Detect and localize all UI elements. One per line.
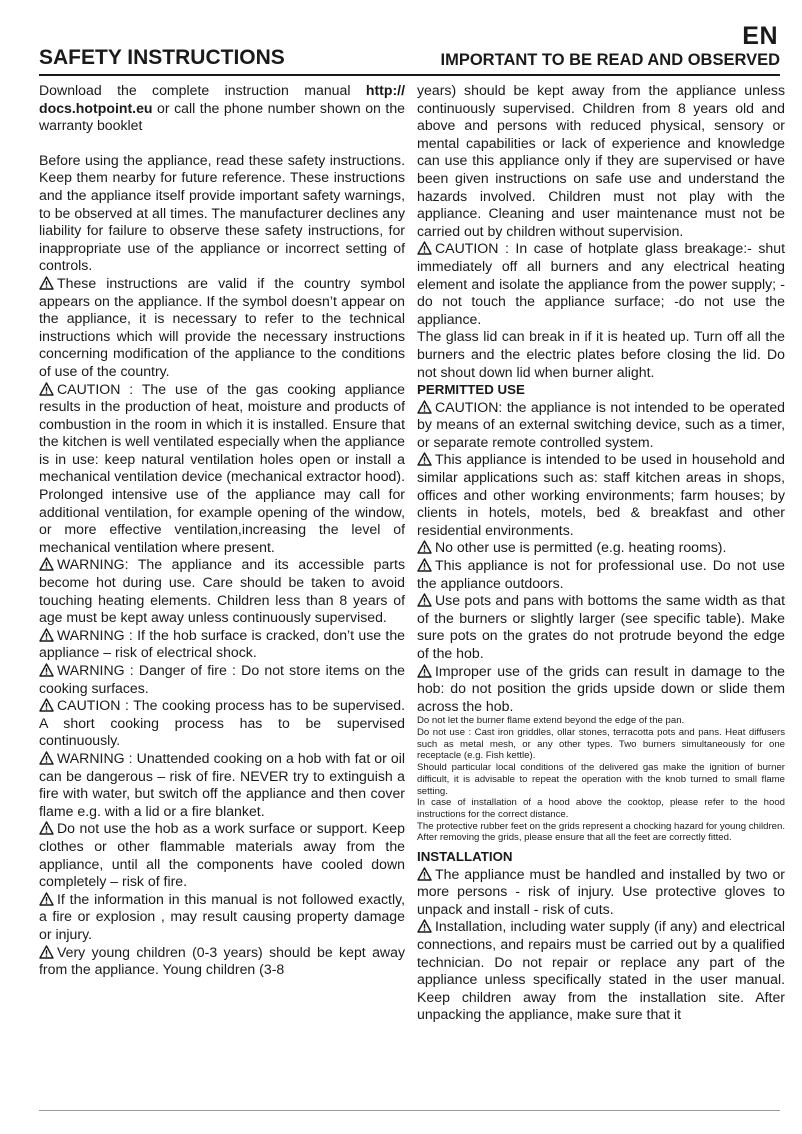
warning-triangle-icon [39,751,54,765]
warning-triangle-icon [417,452,432,466]
permitted-use-heading: PERMITTED USE [417,382,525,398]
supervision-paragraph: CAUTION : The cooking process has to be supervised. A short cooking process has to be supervised continuously. [39,697,405,749]
warning-triangle-icon [417,558,432,572]
warning-triangle-icon [417,664,432,678]
manual-link[interactable]: http:// docs.hotpoint.eu [39,82,405,116]
warning-triangle-icon [39,663,54,677]
installation-heading: INSTALLATION [417,849,513,865]
cracked-surface-paragraph: WARNING : If the hob surface is cracked, don’t use the appliance – risk of electrical shock. [39,626,405,661]
information-paragraph: If the information in this manual is not followed exactly, a fire or explosion , may result causing property damage or injury. [39,890,405,942]
young-children-paragraph: Very young children (0-3 years) should be kept away from the appliance. Young children (3-8 [39,943,405,978]
professional-use-paragraph: This appliance is not for professional use. Do not use the appliance outdoors. [417,557,785,591]
hood-note: In case of installation of a hood above the cooktop, please refer to the hood instructions for the correct distance. [417,797,785,820]
warning-triangle-icon [39,821,54,835]
household-paragraph: This appliance is intended to be used in household and similar applications such as: staff kitchen areas in shops, offices and other working environments; farm houses; by clients in hotels, motels, bed & breakfast and other residential environments. [417,451,785,538]
glass-breakage-paragraph: CAUTION : In case of hotplate glass breakage:- shut immediately off all burners and any electrical heating element and isolate the appliance from the power supply; - do not touch the appliance surface; -do not use the appliance. [417,240,785,327]
warning-triangle-icon [417,867,432,881]
warning-triangle-icon [39,698,54,712]
warning-triangle-icon [417,400,432,414]
warning-triangle-icon [417,593,432,607]
page-title: SAFETY INSTRUCTIONS [39,46,285,69]
children-continued-paragraph: years) should be kept away from the appliance unless continuously supervised. Children from 8 years old and above and persons with reduced physical, sensory or mental capabilities or lack of experience and knowledge can use this appliance only if they are supervised or have been given instructions on safe use and understand the hazards involved. Children must not play with the appliance. Cleaning and user maintenance must not be carried out by children without supervision. [417,82,785,239]
intro-paragraph: Before using the appliance, read these safety instructions. Keep them nearby for future reference. These instructions and the appliance itself provide important safety warnings, to be observed at all times. The manufacturer declines any liability for failure to observe these safety instructions, for inappropriate use of the appliance or incorrect setting of controls. [39,151,405,274]
right-column [417,82,785,1024]
gas-ventilation-paragraph: CAUTION : The use of the gas cooking appliance results in the production of heat, moisture and products of combustion in the room in which it is installed. Ensure that the kitchen is well ventilated especially when the appliance is in use: keep natural ventilation holes open or install a mechanical ventilation device (mechanical extractor hood). Prolonged intensive use of the appliance may call for additional ventilation, for example opening of the window, or more effective ventilation,increasing the level of mechanical ventilation where present. [39,380,405,555]
title-bar [39,46,780,76]
timer-paragraph: CAUTION: the appliance is not intended to be operated by means of an external switching device, such as a timer, or separate remote controlled system. [417,398,785,450]
page-subtitle: IMPORTANT TO BE READ AND OBSERVED [440,51,780,69]
left-column [39,82,405,979]
fat-oil-paragraph: WARNING : Unattended cooking on a hob with fat or oil can be dangerous – risk of fire. NEVER try to extinguish a fire with water, but switch off the appliance and then cover flame e.g. with a lid or a fire blanket. [39,749,405,819]
download-paragraph: Download the complete instruction manual http:// docs.hotpoint.eu or call the phone number shown on the warranty booklet [39,82,405,134]
work-surface-paragraph: Do not use the hob as a work surface or support. Keep clothes or other flammable materials away from the appliance, until all the components have cooled down completely – risk of fire. [39,820,405,890]
warning-triangle-icon [39,892,54,906]
glass-lid-paragraph: The glass lid can break in if it is heated up. Turn off all the burners and the electric plates before closing the lid. Do not shout down lid when burner alight. [417,328,785,380]
rubber-feet-note: The protective rubber feet on the grids represent a chocking hazard for young children. After removing the grids, please ensure that all the feet are correctly fitted. [417,820,785,844]
warning-triangle-icon [39,628,54,642]
language-code: EN [742,22,778,50]
footer-rule [39,1110,780,1111]
warning-triangle-icon [39,382,54,396]
griddles-note: Do not use : Cast iron griddles, ollar stones, terracotta pots and pans. Heat diffusers such as metal mesh, or any other types. Two burners simultaneously for one receptacle (e.g. Fish kettle). [417,727,785,762]
warning-triangle-icon [417,241,432,255]
warning-triangle-icon [39,945,54,959]
flame-note: Do not let the burner flame extend beyond the edge of the pan. [417,715,685,727]
handling-paragraph: The appliance must be handled and installed by two or more persons - risk of injury. Use protective gloves to unpack and install - risk of cuts. [417,865,785,917]
warning-triangle-icon [39,557,54,571]
no-other-use-paragraph: No other use is permitted (e.g. heating rooms). [417,539,785,557]
installation-paragraph: Installation, including water supply (if any) and electrical connections, and repairs must be carried out by a qualified technician. Do not repair or replace any part of the appliance unless specifically stated in the user manual. Keep children away from the installation site. After unpacking the appliance, make sure that it [417,918,785,1023]
pots-pans-paragraph: Use pots and pans with bottoms the same width as that of the burners or slightly larger (see specific table). Make sure pots on the grates do not protrude beyond the edge of the hob. [417,592,785,661]
hot-parts-paragraph: WARNING: The appliance and its accessible parts become hot during use. Care should be taken to avoid touching heating elements. Children less than 8 years of age must be kept away unless continuously supervised. [39,556,405,626]
warning-triangle-icon [39,276,54,290]
warning-triangle-icon [417,540,432,554]
warning-triangle-icon [417,919,432,933]
fire-storage-paragraph: WARNING : Danger of fire : Do not store items on the cooking surfaces. [39,662,405,696]
ignition-note: Should particular local conditions of the delivered gas make the ignition of burner difficult, it is advisable to repeat the operation with the knob turned to small flame setting. [417,762,785,797]
grids-paragraph: Improper use of the grids can result in damage to the hob: do not position the grids upside down or slide them across the hob. [417,662,785,714]
country-symbol-paragraph: These instructions are valid if the country symbol appears on the appliance. If the symbol doesn’t appear on the appliance, it is necessary to refer to the technical instructions which will provide the necessary instructions concerning modification of the appliance to the conditions of use of the country. [39,274,405,379]
